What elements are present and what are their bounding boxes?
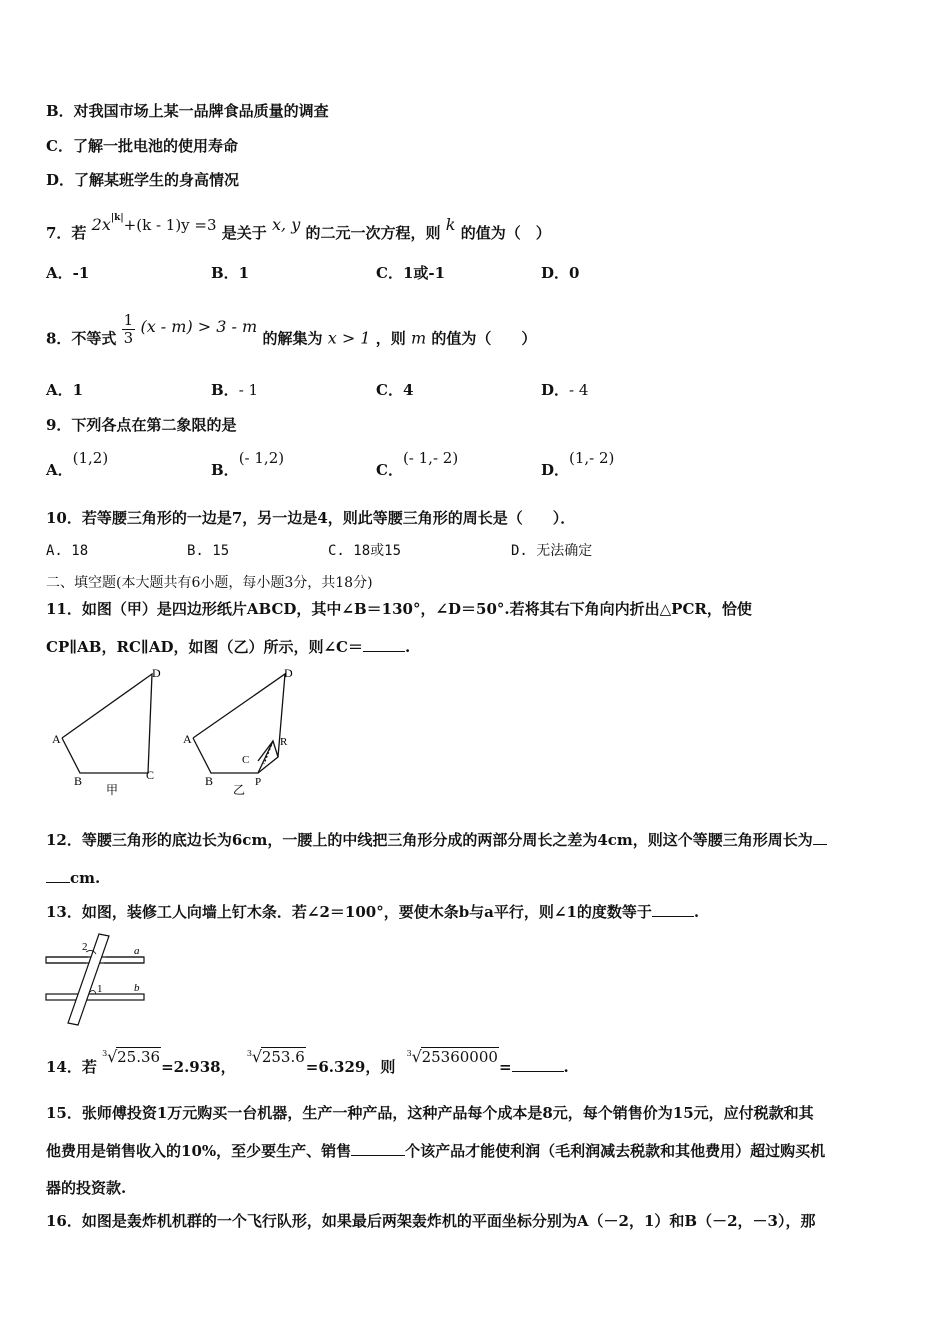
q11-figure — [50, 665, 310, 800]
q12-answer-blank-a[interactable] — [813, 830, 827, 845]
fig-yi-label-c: C — [242, 754, 250, 766]
question-13: 13．如图，装修工人向墙上钉木条．若∠2＝100°，要使木条b与a平行，则∠1的度数等于 . — [46, 903, 700, 921]
q15-answer-blank[interactable] — [351, 1141, 405, 1156]
q14-answer-blank[interactable] — [512, 1057, 564, 1072]
q14-root-2: 3 √ 253.6 — [246, 1047, 305, 1066]
q13-figure — [42, 930, 152, 1028]
q7-text-end: 的值为（ ） — [460, 224, 551, 242]
q7-option-d: D．0 — [541, 264, 580, 282]
question-7 — [46, 213, 551, 243]
q8-option-b: B．- 1 — [211, 381, 259, 399]
question-8 — [46, 311, 537, 357]
question-15-line-2: 他费用是销售收入的10%，至少要生产、销售 个该产品才能使利润（毛利润减去税款和其他费用）超过购买机 — [46, 1142, 826, 1160]
q7-option-c: C．1或-1 — [376, 264, 446, 282]
q14-root-3: 3 √ 25360000 — [406, 1047, 498, 1066]
question-15-line-3: 器的投资款. — [46, 1179, 127, 1197]
q7-text-mid: 是关于 — [221, 224, 267, 242]
q7-equation: $2x^{|k|}+(k - 1)y =3$ — [91, 213, 217, 234]
fig-yi-label-b: B — [205, 774, 214, 788]
q6-option-b: B．对我国市场上某一品牌食品质量的调查 — [46, 102, 329, 120]
question-10: 10．若等腰三角形的一边是7，另一边是4，则此等腰三角形的周长是（ ）． — [46, 509, 576, 527]
question-12-line-2: cm. — [46, 868, 100, 888]
q6-option-c: C．了解一批电池的使用寿命 — [46, 137, 238, 155]
q9-option-c: C．(- 1,- 2) — [376, 449, 459, 479]
q13-label-b: b — [134, 982, 140, 994]
q7-number: 7．若 — [46, 224, 87, 242]
fig-yi-caption: 乙 — [233, 783, 246, 797]
q8-number: 8．不等式 — [46, 329, 117, 348]
q10-option-b: B. 15 — [187, 543, 230, 559]
q14-root-1: 3 √ 25.36 — [102, 1047, 161, 1066]
q8-option-a: A．1 — [46, 381, 84, 399]
q8-text-mid: 的解集为 — [262, 329, 323, 348]
fig-yi-label-r: R — [280, 736, 288, 748]
question-11-line-2: CP∥AB，RC∥AD，如图（乙）所示，则∠C＝ . — [46, 638, 411, 656]
q9-option-d: D．(1,- 2) — [541, 449, 615, 479]
q8-option-c: C．4 — [376, 381, 414, 399]
q10-option-a: A. 18 — [46, 543, 89, 559]
q6-option-d: D．了解某班学生的身高情况 — [46, 171, 240, 189]
board-slanted — [68, 934, 109, 1025]
fig-jia-label-b: B — [74, 774, 83, 788]
question-12-line-1: 12．等腰三角形的底边长为6cm，一腰上的中线把三角形分成的两部分周长之差为4cm，则这个等腰三角形周长为 — [46, 830, 827, 850]
question-14: 14．若 3 √ 25.36=2.938， 3 √ 253.6=6.329，则 3 √ 25360000= . — [46, 1047, 569, 1076]
q13-label-2: 2 — [82, 941, 88, 953]
figure-yi — [193, 674, 285, 773]
q11-answer-blank[interactable] — [363, 637, 405, 652]
board-b — [46, 994, 144, 1000]
q8-m: m — [410, 328, 427, 348]
q9-option-a: A．(1,2) — [46, 449, 109, 479]
q13-label-1: 1 — [97, 983, 103, 995]
figure-jia — [62, 674, 152, 773]
q7-option-b: B．1 — [211, 264, 250, 282]
fig-jia-label-d: D — [152, 666, 161, 680]
q8-fraction: $\frac{1}{3}$ — [123, 311, 134, 347]
fig-yi-label-p: P — [255, 776, 262, 788]
q10-option-c: C. 18或15 — [328, 543, 402, 559]
q7-vars: x, y — [272, 215, 301, 234]
fig-jia-caption: 甲 — [106, 783, 119, 797]
fig-yi-label-a: A — [183, 732, 192, 746]
q8-expression: (x - m) > 3 - m — [140, 316, 258, 336]
question-11-line-1: 11．如图（甲）是四边形纸片ABCD，其中∠B＝130°，∠D＝50°.若将其右下角向内折出△PCR，恰使 — [46, 600, 752, 618]
q8-solution: x > 1 — [327, 328, 371, 348]
question-15-line-1: 15．张师傅投资1万元购买一台机器，生产一种产品，这种产品每个成本是8元，每个销售价为15元，应付税款和其 — [46, 1104, 814, 1122]
section-2-heading: 二、填空题(本大题共有6小题，每小题3分，共18分) — [46, 575, 373, 591]
q7-k: k — [445, 215, 456, 234]
q7-text-mid2: 的二元一次方程，则 — [305, 224, 441, 242]
question-9: 9．下列各点在第二象限的是 — [46, 416, 237, 434]
q8-text-mid2: ，则 — [375, 329, 406, 348]
q12-answer-blank-b[interactable] — [46, 868, 70, 883]
fig-yi-label-d: D — [284, 666, 293, 680]
q13-answer-blank[interactable] — [652, 902, 694, 917]
q9-option-b: B．(- 1,2) — [211, 449, 285, 479]
fig-jia-label-c: C — [146, 768, 155, 782]
q8-text-end: 的值为（ ） — [431, 329, 537, 348]
fig-jia-label-a: A — [52, 732, 61, 746]
question-16: 16．如图是轰炸机机群的一个飞行队形，如果最后两架轰炸机的平面坐标分别为A（－2，1）和B（－2，－3），那 — [46, 1212, 816, 1230]
q7-option-a: A．-1 — [46, 264, 90, 282]
q8-option-d: D．- 4 — [541, 381, 589, 399]
q10-option-d: D. 无法确定 — [511, 543, 593, 559]
q13-label-a: a — [134, 945, 140, 957]
